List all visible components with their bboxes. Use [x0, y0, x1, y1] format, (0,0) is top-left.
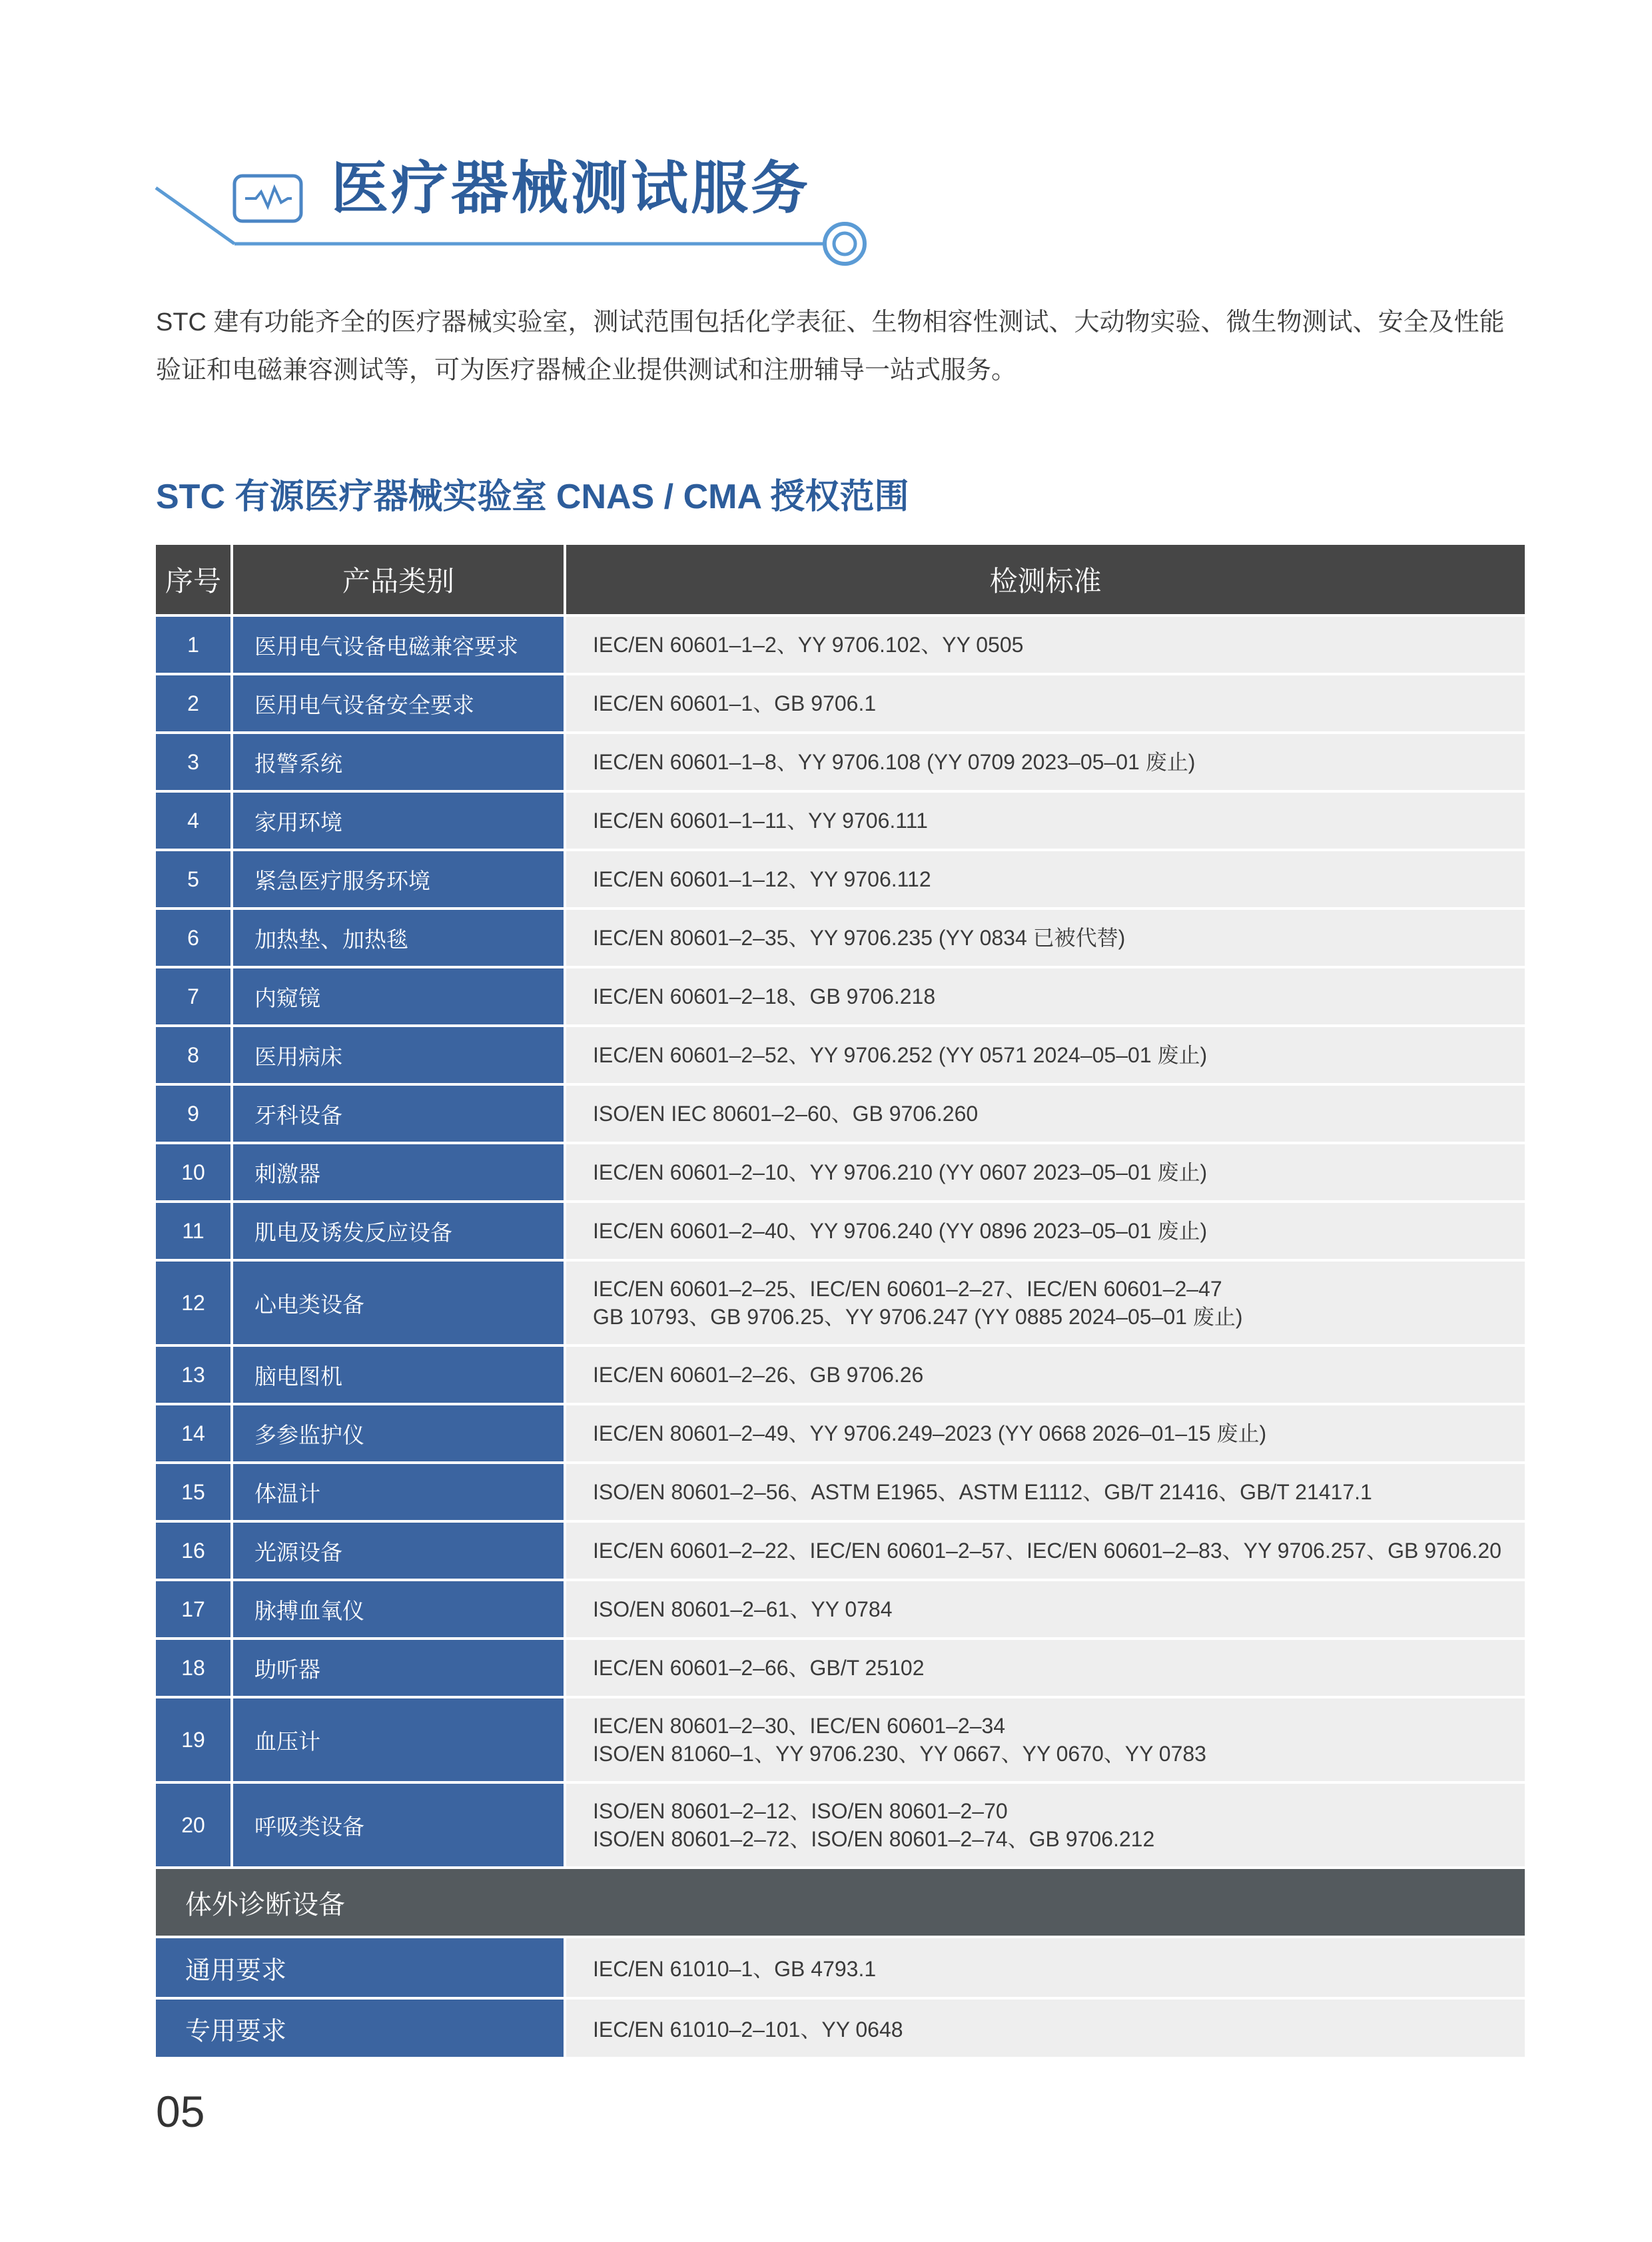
page-number: 05: [156, 2087, 205, 2136]
row-standards: [566, 1523, 1525, 1579]
standard-line: IEC/EN 60601–2–40、YY 9706.240 (YY 0896 2023–05–01 废止): [593, 1219, 1208, 1243]
row-seq: 6: [156, 910, 233, 966]
row-standards: [566, 1203, 1525, 1259]
row-standards: [566, 1144, 1525, 1200]
row-seq: 1: [156, 617, 233, 673]
row-category: 刺激器: [233, 1144, 566, 1200]
standard-line: IEC/EN 60601–2–22、IEC/EN 60601–2–57、IEC/EN 60601–2–83、YY 9706.257、GB 9706.20: [593, 1539, 1501, 1563]
row-category: 光源设备: [233, 1523, 566, 1579]
standard-line: ISO/EN 80601–2–56、ASTM E1965、ASTM E1112、GB/T 21416、GB/T 21417.1: [593, 1480, 1372, 1504]
row-seq: 17: [156, 1581, 233, 1637]
row-seq: 13: [156, 1347, 233, 1403]
row-seq: 15: [156, 1464, 233, 1520]
row-standards: [566, 1640, 1525, 1696]
row-category: 报警系统: [233, 734, 566, 790]
table-row: [156, 1784, 1525, 1869]
ivd-category: 专用要求: [156, 2000, 566, 2057]
row-standards: [566, 617, 1525, 673]
table-row: [156, 1464, 1525, 1523]
standard-line: IEC/EN 60601–2–26、GB 9706.26: [593, 1363, 924, 1387]
row-standards: [566, 1464, 1525, 1520]
row-category: 医用电气设备安全要求: [233, 675, 566, 731]
section-title: STC 有源医疗器械实验室 CNAS / CMA 授权范围: [156, 478, 909, 516]
standard-line: IEC/EN 60601–2–52、YY 9706.252 (YY 0571 2024–05–01 废止): [593, 1043, 1208, 1067]
row-seq: 19: [156, 1698, 233, 1781]
standard-line: ISO/EN 80601–2–72、ISO/EN 80601–2–74、GB 9706.212: [593, 1827, 1155, 1851]
row-seq: 5: [156, 851, 233, 907]
target-ring-inner: [834, 233, 855, 254]
table-row: [156, 1640, 1525, 1698]
row-standards: [566, 1086, 1525, 1142]
standard-line: GB 10793、GB 9706.25、YY 9706.247 (YY 0885 2024–05–01 废止): [593, 1305, 1243, 1329]
table-row: [156, 1523, 1525, 1581]
header-seq: 序号: [156, 545, 233, 614]
table-row: [156, 675, 1525, 734]
row-seq: 3: [156, 734, 233, 790]
row-seq: 8: [156, 1027, 233, 1083]
ivd-row: [156, 1938, 1525, 2000]
ivd-row: [156, 2000, 1525, 2059]
table-row: [156, 910, 1525, 968]
target-ring-outer: [825, 224, 865, 264]
standard-line: ISO/EN 80601–2–12、ISO/EN 80601–2–70: [593, 1799, 1008, 1823]
row-standards: [566, 734, 1525, 790]
row-seq: 14: [156, 1405, 233, 1461]
row-category: 医用电气设备电磁兼容要求: [233, 617, 566, 673]
row-seq: 11: [156, 1203, 233, 1259]
standard-line: ISO/EN 80601–2–61、YY 0784: [593, 1597, 893, 1621]
standard-line: IEC/EN 60601–1–2、YY 9706.102、YY 0505: [593, 633, 1024, 657]
table-row: [156, 1698, 1525, 1784]
table-header: [156, 545, 1525, 617]
ivd-table-body: [156, 1938, 1525, 2059]
decoration-diagonal-line: [156, 188, 234, 244]
standard-line: IEC/EN 60601–1–12、YY 9706.112: [593, 867, 931, 891]
row-standards: [566, 851, 1525, 907]
table-row: [156, 968, 1525, 1027]
row-category: 血压计: [233, 1698, 566, 1781]
table-row: [156, 734, 1525, 793]
row-category: 家用环境: [233, 793, 566, 849]
table-row: [156, 1086, 1525, 1144]
standard-line: ISO/EN IEC 80601–2–60、GB 9706.260: [593, 1102, 979, 1126]
row-standards: [566, 1784, 1525, 1866]
row-standards: [566, 793, 1525, 849]
row-seq: 2: [156, 675, 233, 731]
ivd-standard: IEC/EN 61010–2–101、YY 0648: [566, 2000, 1525, 2057]
row-category: 心电类设备: [233, 1262, 566, 1344]
standard-line: ISO/EN 81060–1、YY 9706.230、YY 0667、YY 0670、YY 0783: [593, 1742, 1206, 1766]
row-standards: [566, 675, 1525, 731]
scope-table: [156, 545, 1525, 2059]
table-row: [156, 793, 1525, 851]
row-standards: [566, 910, 1525, 966]
ivd-category: 通用要求: [156, 1938, 566, 1997]
table-row: [156, 1347, 1525, 1405]
row-category: 肌电及诱发反应设备: [233, 1203, 566, 1259]
standard-line: IEC/EN 60601–1–8、YY 9706.108 (YY 0709 2023–05–01 废止): [593, 750, 1196, 774]
table-row: [156, 1144, 1525, 1203]
row-seq: 7: [156, 968, 233, 1024]
page-title: 医疗器械测试服务: [331, 157, 811, 220]
table-row: [156, 851, 1525, 910]
table-row: [156, 1581, 1525, 1640]
row-category: 内窥镜: [233, 968, 566, 1024]
row-seq: 18: [156, 1640, 233, 1696]
row-standards: [566, 1405, 1525, 1461]
row-category: 脉搏血氧仪: [233, 1581, 566, 1637]
row-category: 体温计: [233, 1464, 566, 1520]
row-standards: [566, 1347, 1525, 1403]
row-seq: 20: [156, 1784, 233, 1866]
row-seq: 9: [156, 1086, 233, 1142]
row-category: 助听器: [233, 1640, 566, 1696]
waveform-line: [245, 188, 292, 206]
row-standards: [566, 1698, 1525, 1781]
table-body: [156, 617, 1525, 1869]
row-category: 医用病床: [233, 1027, 566, 1083]
ivd-section-header: 体外诊断设备: [156, 1869, 1525, 1938]
row-category: 加热垫、加热毯: [233, 910, 566, 966]
table-row: [156, 1405, 1525, 1464]
standard-line: IEC/EN 60601–1、GB 9706.1: [593, 691, 877, 715]
table-row: [156, 617, 1525, 675]
row-standards: [566, 1027, 1525, 1083]
standard-line: IEC/EN 80601–2–49、YY 9706.249–2023 (YY 0668 2026–01–15 废止): [593, 1421, 1267, 1445]
standard-line: IEC/EN 60601–2–66、GB/T 25102: [593, 1656, 925, 1680]
row-category: 牙科设备: [233, 1086, 566, 1142]
title-decoration: [0, 0, 893, 280]
row-seq: 16: [156, 1523, 233, 1579]
header-standard: 检测标准: [989, 565, 1102, 597]
standard-line: IEC/EN 60601–2–10、YY 9706.210 (YY 0607 2023–05–01 废止): [593, 1160, 1208, 1184]
table-row: [156, 1203, 1525, 1262]
standard-line: IEC/EN 60601–2–25、IEC/EN 60601–2–27、IEC/EN 60601–2–47: [593, 1277, 1222, 1301]
row-category: 脑电图机: [233, 1347, 566, 1403]
row-category: 紧急医疗服务环境: [233, 851, 566, 907]
ivd-standard: IEC/EN 61010–1、GB 4793.1: [566, 1938, 1525, 1997]
standard-line: IEC/EN 60601–2–18、GB 9706.218: [593, 984, 936, 1008]
row-standards: [566, 1262, 1525, 1344]
row-seq: 12: [156, 1262, 233, 1344]
row-category: 多参监护仪: [233, 1405, 566, 1461]
header-category: 产品类别: [233, 545, 566, 614]
row-standards: [566, 968, 1525, 1024]
row-standards: [566, 1581, 1525, 1637]
row-seq: 10: [156, 1144, 233, 1200]
row-seq: 4: [156, 793, 233, 849]
table-row: [156, 1027, 1525, 1086]
intro-paragraph: STC 建有功能齐全的医疗器械实验室，测试范围包括化学表征、生物相容性测试、大动物实验、微生物测试、安全及性能验证和电磁兼容测试等，可为医疗器械企业提供测试和注册辅导一站式服务。: [156, 308, 1505, 384]
standard-line: IEC/EN 80601–2–30、IEC/EN 60601–2–34: [593, 1714, 1006, 1738]
row-category: 呼吸类设备: [233, 1784, 566, 1866]
table-row: [156, 1262, 1525, 1347]
standard-line: IEC/EN 80601–2–35、YY 9706.235 (YY 0834 已被代替): [593, 926, 1126, 950]
standard-line: IEC/EN 60601–1–11、YY 9706.111: [593, 809, 928, 833]
